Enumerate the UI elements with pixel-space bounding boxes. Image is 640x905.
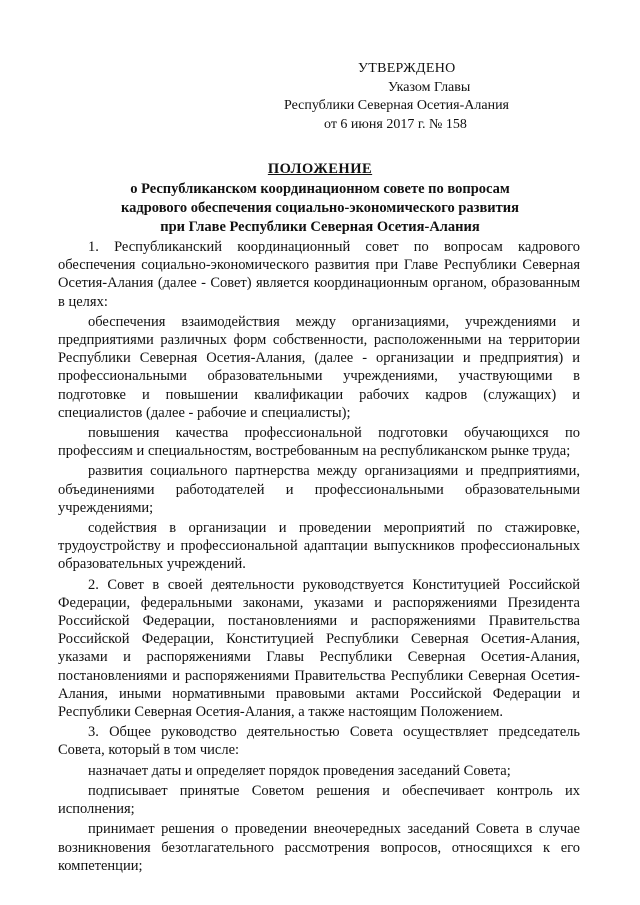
document-title — [60, 160, 580, 237]
title-subline-1: о Республиканском координационном совете по вопросам — [130, 181, 510, 197]
title-subline-3: при Главе Республики Северная Осетия-Алания — [160, 219, 480, 235]
paragraph: повышения качества профессиональной подготовки обучающихся по профессиям и специальностям, востребованным на республиканском рынке труда; — [58, 425, 580, 460]
paragraph: обеспечения взаимодействия между организациями, учреждениями и предприятиями различных форм собственности, расположенными на территории Республики Северная Осетия-Алания, (далее - организации и предприятия) и профессиональными образовательными учреждениями, участвующими в подготовке и повышении квалификации рабочих кадров (служащих) и специалистов (далее - рабочие и специалисты); — [58, 313, 580, 421]
paragraph: подписывает принятые Советом решения и обеспечивает контроль их исполнения; — [58, 782, 580, 818]
paragraph: принимает решения о проведении внеочередных заседаний Совета в случае возникновения безотлагательного рассмотрения вопросов, относящихся к его компетенции; — [58, 821, 580, 874]
approval-title: УТВЕРЖДЕНО — [358, 61, 456, 76]
approval-date: от 6 июня 2017 г. № 158 — [324, 116, 467, 132]
title-subline-2: кадрового обеспечения социально-экономического развития — [121, 200, 519, 216]
approval-stamp — [280, 60, 510, 134]
paragraph: назначает даты и определяет порядок проведения заседаний Совета; — [88, 762, 511, 779]
paragraph: 3. Общее руководство деятельностью Совета осуществляет председатель Совета, который в том числе: — [58, 724, 580, 759]
document-body — [58, 238, 580, 877]
title-heading: ПОЛОЖЕНИЕ — [267, 161, 373, 177]
paragraph: содействия в организации и проведении мероприятий по стажировке, трудоустройству и профессиональной адаптации выпускников профессиональных образовательных учреждений. — [58, 520, 580, 573]
paragraph: 1. Республиканский координационный совет по вопросам кадрового обеспечения социально-экономического развития при Главе Республики Северная Осетия-Алания (далее - Совет) является координационным органом, образованным в целях: — [58, 239, 580, 310]
approval-republic: Республики Северная Осетия-Алания — [284, 98, 509, 113]
approval-decree: Указом Главы — [388, 79, 471, 95]
paragraph: 2. Совет в своей деятельности руководствуется Конституцией Российской Федерации, федеральными законами, указами и распоряжениями Президента Российской Федерации, постановлениями и распоряжениями Правительства Российской Федерации, Конституцией Республики Северная Осетия-Алания, указами и распоряжениями Главы Республики Северная Осетия-Алания, постановлениями и распоряжениями Правительства Республики Северная Осетия-Алания, иными нормативными правовыми актами Российской Федерации и Республики Северная Осетия-Алания, а также настоящим Положением. — [58, 576, 580, 721]
paragraph: развития социального партнерства между организациями и предприятиями, объединениями работодателей и профессиональными образовательными учреждениями; — [58, 463, 580, 516]
